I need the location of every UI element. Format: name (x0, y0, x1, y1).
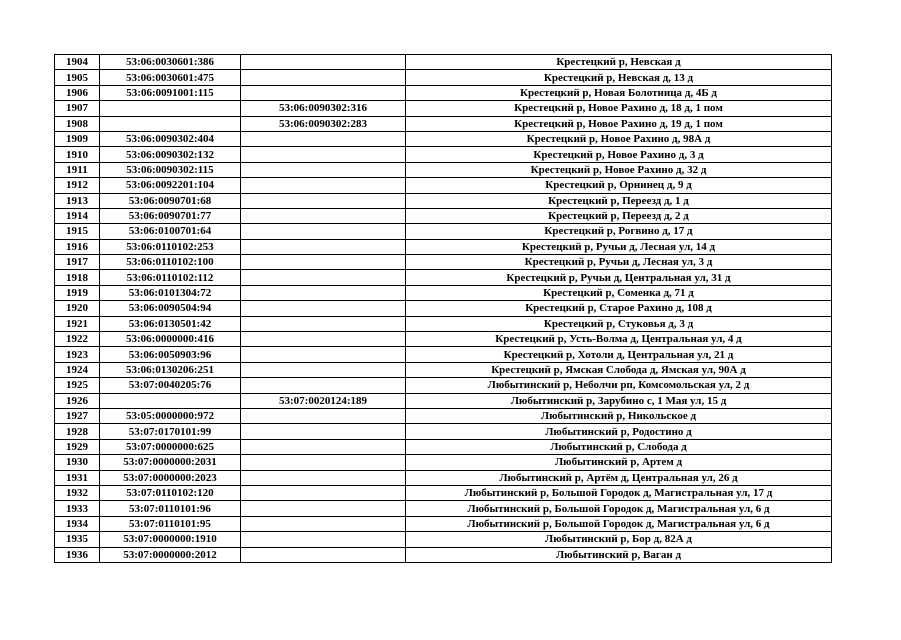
address-cell: Любытинский р, Слобода д (406, 439, 832, 454)
cadastral-number-cell: 53:06:0130206:251 (100, 362, 241, 377)
row-number-cell: 1915 (55, 224, 100, 239)
cadastral-number-cell: 53:06:0101304:72 (100, 285, 241, 300)
cadastral-number-cell: 53:06:0090302:132 (100, 147, 241, 162)
premise-cadastral-number-cell (241, 485, 406, 500)
cadastral-number-cell: 53:06:0110102:112 (100, 270, 241, 285)
address-cell: Крестецкий р, Ручьи д, Лесная ул, 3 д (406, 255, 832, 270)
address-cell: Крестецкий р, Новое Рахино д, 32 д (406, 162, 832, 177)
cadastral-number-cell: 53:06:0110102:100 (100, 255, 241, 270)
row-number-cell: 1927 (55, 408, 100, 423)
premise-cadastral-number-cell (241, 239, 406, 254)
row-number-cell: 1906 (55, 85, 100, 100)
cadastral-number-cell: 53:07:0040205:76 (100, 378, 241, 393)
premise-cadastral-number-cell (241, 162, 406, 177)
row-number-cell: 1909 (55, 131, 100, 146)
address-cell: Любытинский р, Бор д, 82А д (406, 532, 832, 547)
premise-cadastral-number-cell (241, 255, 406, 270)
premise-cadastral-number-cell: 53:06:0090302:283 (241, 116, 406, 131)
row-number-cell: 1931 (55, 470, 100, 485)
address-cell: Крестецкий р, Усть-Волма д, Центральная ул, 4 д (406, 332, 832, 347)
table-row (55, 362, 832, 377)
row-number-cell: 1922 (55, 332, 100, 347)
premise-cadastral-number-cell (241, 147, 406, 162)
table-row (55, 424, 832, 439)
premise-cadastral-number-cell (241, 501, 406, 516)
cadastral-number-cell (100, 101, 241, 116)
premise-cadastral-number-cell (241, 70, 406, 85)
cadastral-number-cell: 53:06:0030601:475 (100, 70, 241, 85)
table-row (55, 470, 832, 485)
premise-cadastral-number-cell (241, 285, 406, 300)
premise-cadastral-number-cell (241, 470, 406, 485)
cadastral-number-cell: 53:06:0130501:42 (100, 316, 241, 331)
row-number-cell: 1907 (55, 101, 100, 116)
premise-cadastral-number-cell (241, 532, 406, 547)
table-row (55, 547, 832, 562)
premise-cadastral-number-cell (241, 131, 406, 146)
table-row (55, 70, 832, 85)
cadastral-number-cell: 53:06:0100701:64 (100, 224, 241, 239)
row-number-cell: 1926 (55, 393, 100, 408)
table-row (55, 501, 832, 516)
premise-cadastral-number-cell (241, 455, 406, 470)
address-cell: Любытинский р, Зарубино с, 1 Мая ул, 15 д (406, 393, 832, 408)
address-cell: Крестецкий р, Хотоли д, Центральная ул, 21 д (406, 347, 832, 362)
table-row (55, 85, 832, 100)
address-cell: Крестецкий р, Рогвино д, 17 д (406, 224, 832, 239)
address-cell: Любытинский р, Большой Городок д, Магистральная ул, 6 д (406, 501, 832, 516)
cadastral-number-cell: 53:06:0090701:68 (100, 193, 241, 208)
table-row (55, 239, 832, 254)
table-row (55, 455, 832, 470)
cadastral-number-cell: 53:06:0092201:104 (100, 178, 241, 193)
cadastral-number-cell: 53:06:0090302:115 (100, 162, 241, 177)
row-number-cell: 1933 (55, 501, 100, 516)
cadastral-number-cell: 53:06:0090701:77 (100, 208, 241, 223)
address-cell: Крестецкий р, Новое Рахино д, 98А д (406, 131, 832, 146)
cadastral-number-cell: 53:06:0090302:404 (100, 131, 241, 146)
table-row (55, 332, 832, 347)
cadastral-number-cell: 53:07:0110101:95 (100, 516, 241, 531)
address-cell: Крестецкий р, Соменка д, 71 д (406, 285, 832, 300)
cadastral-number-cell: 53:07:0110102:120 (100, 485, 241, 500)
premise-cadastral-number-cell (241, 332, 406, 347)
row-number-cell: 1930 (55, 455, 100, 470)
table-row (55, 255, 832, 270)
cadastral-number-cell (100, 116, 241, 131)
table-row (55, 116, 832, 131)
row-number-cell: 1934 (55, 516, 100, 531)
premise-cadastral-number-cell: 53:06:0090302:316 (241, 101, 406, 116)
address-cell: Любытинский р, Ваган д (406, 547, 832, 562)
row-number-cell: 1918 (55, 270, 100, 285)
address-cell: Любытинский р, Артём д, Центральная ул, 26 д (406, 470, 832, 485)
registry-table-body (55, 55, 832, 563)
table-row (55, 147, 832, 162)
address-cell: Крестецкий р, Переезд д, 2 д (406, 208, 832, 223)
table-row (55, 532, 832, 547)
cadastral-number-cell: 53:07:0170101:99 (100, 424, 241, 439)
table-row (55, 131, 832, 146)
address-cell: Крестецкий р, Новое Рахино д, 3 д (406, 147, 832, 162)
table-row (55, 516, 832, 531)
row-number-cell: 1904 (55, 55, 100, 70)
row-number-cell: 1928 (55, 424, 100, 439)
table-row (55, 285, 832, 300)
premise-cadastral-number-cell (241, 316, 406, 331)
table-row (55, 439, 832, 454)
premise-cadastral-number-cell (241, 85, 406, 100)
document-page (54, 54, 827, 563)
cadastral-number-cell: 53:05:0000000:972 (100, 408, 241, 423)
table-row (55, 208, 832, 223)
premise-cadastral-number-cell (241, 408, 406, 423)
address-cell: Крестецкий р, Ручьи д, Лесная ул, 14 д (406, 239, 832, 254)
premise-cadastral-number-cell: 53:07:0020124:189 (241, 393, 406, 408)
premise-cadastral-number-cell (241, 178, 406, 193)
table-row (55, 393, 832, 408)
cadastral-number-cell: 53:07:0000000:2023 (100, 470, 241, 485)
row-number-cell: 1923 (55, 347, 100, 362)
address-cell: Любытинский р, Артем д (406, 455, 832, 470)
address-cell: Любытинский р, Никольское д (406, 408, 832, 423)
address-cell: Любытинский р, Родостино д (406, 424, 832, 439)
premise-cadastral-number-cell (241, 439, 406, 454)
row-number-cell: 1916 (55, 239, 100, 254)
table-row (55, 178, 832, 193)
premise-cadastral-number-cell (241, 301, 406, 316)
row-number-cell: 1929 (55, 439, 100, 454)
cadastral-number-cell: 53:06:0000000:416 (100, 332, 241, 347)
address-cell: Любытинский р, Неболчи рп, Комсомольская ул, 2 д (406, 378, 832, 393)
row-number-cell: 1932 (55, 485, 100, 500)
premise-cadastral-number-cell (241, 193, 406, 208)
cadastral-number-cell: 53:06:0030601:386 (100, 55, 241, 70)
table-row (55, 162, 832, 177)
premise-cadastral-number-cell (241, 55, 406, 70)
table-row (55, 55, 832, 70)
cadastral-number-cell: 53:06:0110102:253 (100, 239, 241, 254)
premise-cadastral-number-cell (241, 224, 406, 239)
row-number-cell: 1921 (55, 316, 100, 331)
address-cell: Крестецкий р, Новое Рахино д, 19 д, 1 пом (406, 116, 832, 131)
row-number-cell: 1912 (55, 178, 100, 193)
address-cell: Крестецкий р, Ручьи д, Центральная ул, 31 д (406, 270, 832, 285)
row-number-cell: 1905 (55, 70, 100, 85)
address-cell: Крестецкий р, Невская д, 13 д (406, 70, 832, 85)
row-number-cell: 1913 (55, 193, 100, 208)
row-number-cell: 1910 (55, 147, 100, 162)
address-cell: Любытинский р, Большой Городок д, Магистральная ул, 17 д (406, 485, 832, 500)
row-number-cell: 1920 (55, 301, 100, 316)
row-number-cell: 1935 (55, 532, 100, 547)
premise-cadastral-number-cell (241, 378, 406, 393)
table-row (55, 408, 832, 423)
address-cell: Крестецкий р, Стуковья д, 3 д (406, 316, 832, 331)
address-cell: Крестецкий р, Орнинец д, 9 д (406, 178, 832, 193)
address-cell: Крестецкий р, Новая Болотница д, 4Б д (406, 85, 832, 100)
table-row (55, 270, 832, 285)
address-cell: Крестецкий р, Новое Рахино д, 18 д, 1 пом (406, 101, 832, 116)
premise-cadastral-number-cell (241, 424, 406, 439)
premise-cadastral-number-cell (241, 362, 406, 377)
cadastral-number-cell: 53:07:0000000:2012 (100, 547, 241, 562)
table-row (55, 101, 832, 116)
table-row (55, 316, 832, 331)
cadastral-number-cell: 53:07:0110101:96 (100, 501, 241, 516)
row-number-cell: 1911 (55, 162, 100, 177)
table-row (55, 347, 832, 362)
property-registry-table (54, 54, 832, 563)
address-cell: Крестецкий р, Старое Рахино д, 108 д (406, 301, 832, 316)
address-cell: Крестецкий р, Ямская Слобода д, Ямская ул, 90А д (406, 362, 832, 377)
row-number-cell: 1917 (55, 255, 100, 270)
cadastral-number-cell: 53:07:0000000:2031 (100, 455, 241, 470)
address-cell: Крестецкий р, Переезд д, 1 д (406, 193, 832, 208)
premise-cadastral-number-cell (241, 547, 406, 562)
premise-cadastral-number-cell (241, 516, 406, 531)
table-row (55, 301, 832, 316)
cadastral-number-cell: 53:07:0000000:1910 (100, 532, 241, 547)
premise-cadastral-number-cell (241, 270, 406, 285)
row-number-cell: 1936 (55, 547, 100, 562)
table-row (55, 485, 832, 500)
premise-cadastral-number-cell (241, 347, 406, 362)
cadastral-number-cell: 53:06:0050903:96 (100, 347, 241, 362)
cadastral-number-cell (100, 393, 241, 408)
cadastral-number-cell: 53:06:0091001:115 (100, 85, 241, 100)
row-number-cell: 1925 (55, 378, 100, 393)
row-number-cell: 1914 (55, 208, 100, 223)
premise-cadastral-number-cell (241, 208, 406, 223)
address-cell: Крестецкий р, Невская д (406, 55, 832, 70)
cadastral-number-cell: 53:07:0000000:625 (100, 439, 241, 454)
address-cell: Любытинский р, Большой Городок д, Магистральная ул, 6 д (406, 516, 832, 531)
row-number-cell: 1908 (55, 116, 100, 131)
cadastral-number-cell: 53:06:0090504:94 (100, 301, 241, 316)
table-row (55, 193, 832, 208)
table-row (55, 224, 832, 239)
row-number-cell: 1919 (55, 285, 100, 300)
row-number-cell: 1924 (55, 362, 100, 377)
table-row (55, 378, 832, 393)
